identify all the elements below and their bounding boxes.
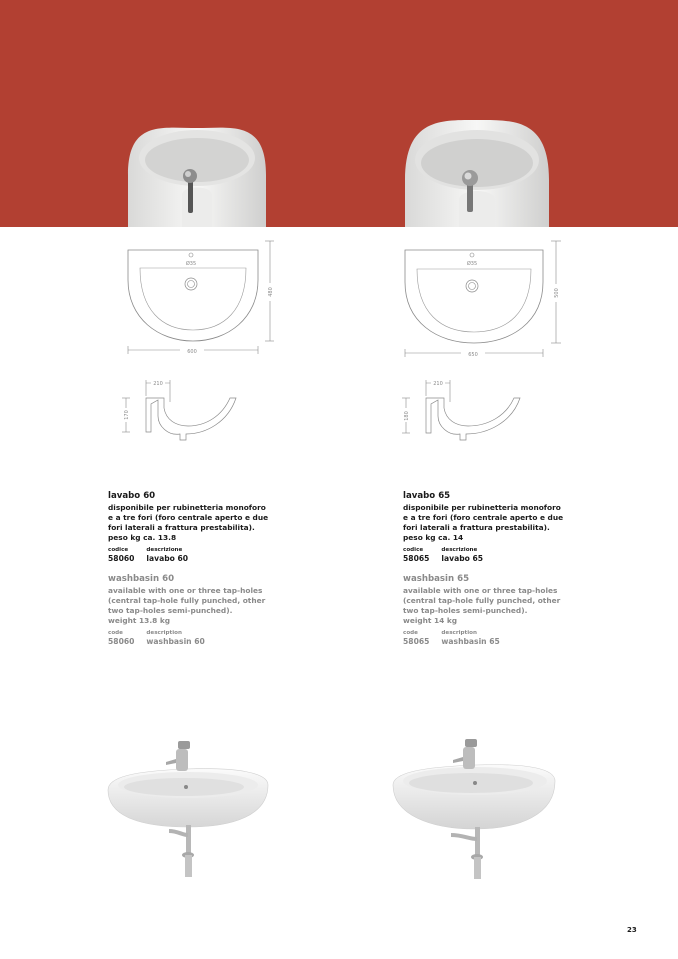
washbasin-65-section-drawing	[398, 376, 528, 446]
english-block	[403, 574, 603, 647]
description-value: lavabo 60	[146, 554, 189, 563]
product-description-line: two tap-holes semi-punched).	[403, 606, 528, 615]
washbasin-60-front-photo	[122, 0, 272, 227]
product-description-line: e a tre fori (foro centrale aperto e due	[108, 513, 269, 522]
code-table	[403, 629, 603, 647]
washbasin-65-photo	[391, 735, 561, 885]
product-title: lavabo 60	[108, 491, 156, 501]
page-number: 23	[627, 926, 637, 934]
product-description-line: available with one or three tap-holes	[403, 586, 558, 595]
product-description-line: (central tap-hole fully punched, other	[108, 596, 266, 605]
dimension-depth: 480	[268, 287, 274, 297]
product-lavabo-60	[108, 491, 308, 647]
product-title: lavabo 65	[403, 491, 451, 501]
code-header: code	[403, 630, 418, 636]
washbasin-60-plan-drawing	[120, 238, 280, 363]
description-value: washbasin 60	[146, 637, 205, 646]
dimension-hole: Ø35	[185, 261, 197, 267]
product-description-line: disponibile per rubinetteria monoforo	[403, 503, 561, 512]
product-weight: peso kg ca. 13.8	[108, 533, 177, 542]
dimension-width: 600	[187, 349, 197, 355]
washbasin-65-front-photo	[403, 0, 553, 227]
washbasin-65-plan-drawing	[399, 238, 569, 363]
description-header: description	[441, 630, 477, 636]
english-block	[108, 574, 308, 647]
description-header: description	[146, 630, 182, 636]
code-header: codice	[108, 547, 129, 553]
product-weight: peso kg ca. 14	[403, 533, 464, 542]
dimension-depth: 500	[554, 288, 560, 298]
description-value: lavabo 65	[441, 554, 484, 563]
product-weight: weight 13.8 kg	[108, 616, 171, 625]
description-header: descrizione	[146, 547, 183, 553]
dimension-width: 650	[468, 352, 478, 358]
code-table	[108, 629, 308, 647]
dimension-hole: Ø35	[466, 261, 478, 267]
code-table	[403, 546, 603, 564]
code-value: 58060	[108, 637, 135, 646]
product-description-line: two tap-holes semi-punched).	[108, 606, 233, 615]
dimension-tap-offset: 210	[153, 381, 163, 387]
code-header: codice	[403, 547, 424, 553]
code-value: 58065	[403, 637, 430, 646]
description-header: descrizione	[441, 547, 478, 553]
product-description-line: fori laterali a frattura prestabilita).	[403, 523, 550, 532]
washbasin-60-photo	[104, 735, 274, 885]
product-description-line: (central tap-hole fully punched, other	[403, 596, 561, 605]
washbasin-60-section-drawing	[118, 376, 248, 446]
dimension-height: 170	[124, 410, 130, 420]
product-description-line: fori laterali a frattura prestabilita).	[108, 523, 255, 532]
code-value: 58060	[108, 554, 135, 563]
code-header: code	[108, 630, 123, 636]
product-description-line: available with one or three tap-holes	[108, 586, 263, 595]
product-weight: weight 14 kg	[403, 616, 458, 625]
code-value: 58065	[403, 554, 430, 563]
product-description-line: disponibile per rubinetteria monoforo	[108, 503, 266, 512]
product-title-en: washbasin 65	[403, 574, 470, 584]
red-header-band	[0, 0, 678, 227]
code-table	[108, 546, 308, 564]
dimension-height: 180	[404, 411, 410, 421]
product-description-line: e a tre fori (foro centrale aperto e due	[403, 513, 564, 522]
product-lavabo-65	[403, 491, 603, 647]
description-value: washbasin 65	[441, 637, 500, 646]
product-title-en: washbasin 60	[108, 574, 175, 584]
dimension-tap-offset: 210	[433, 381, 443, 387]
